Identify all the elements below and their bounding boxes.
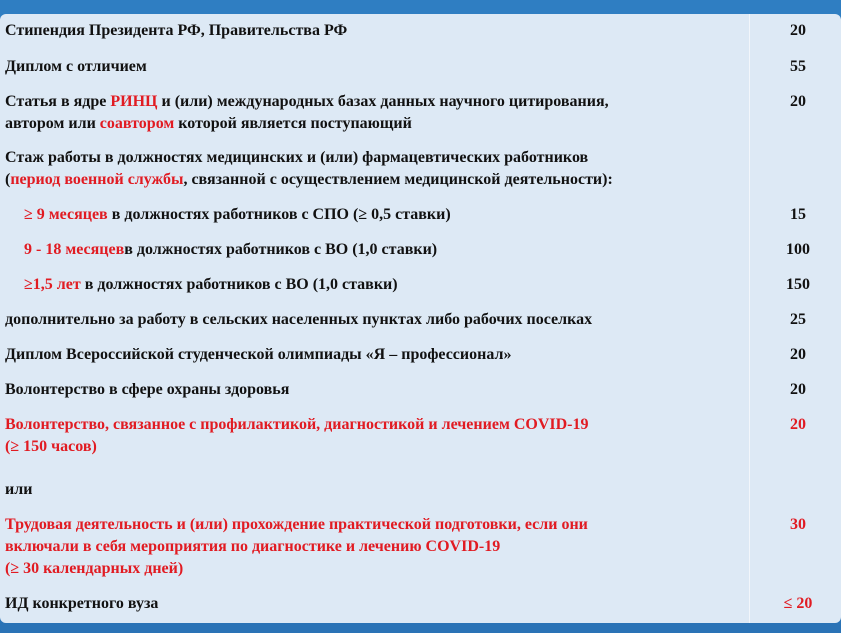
- row-label-9-18-months: [24, 239, 744, 261]
- column-divider: [749, 14, 750, 623]
- row-label-or: или: [5, 481, 33, 498]
- text: автором или: [5, 115, 100, 132]
- row-value-9-months: 15: [790, 206, 806, 223]
- highlight-military-service: период военной службы: [10, 171, 184, 188]
- row-value-covid-work: 30: [790, 516, 806, 533]
- row-label-olympiad: Диплом Всероссийской студенческой олимпиады «Я – профессионал»: [5, 346, 512, 363]
- row-label-rural-bonus: дополнительно за работу в сельских населенных пунктах либо рабочих поселках: [5, 311, 593, 328]
- row-value-covid-volunteering: 20: [790, 416, 806, 433]
- highlight-duration: ≥ 9 месяцев: [24, 206, 108, 223]
- row-value-olympiad: 20: [790, 346, 806, 363]
- row-label-volunteering: Волонтерство в сфере охраны здоровья: [5, 381, 290, 398]
- row-value-rural-bonus: 25: [790, 311, 806, 328]
- text: включали в себя мероприятия по диагностике и лечению COVID-19: [5, 538, 501, 555]
- text: , связанной с осуществлением медицинской деятельности):: [183, 171, 613, 188]
- row-value-volunteering: 20: [790, 381, 806, 398]
- row-label-honors-diploma: Диплом с отличием: [5, 58, 147, 75]
- row-label-university-specific: ИД конкретного вуза: [5, 595, 159, 612]
- row-value-9-18-months: 100: [786, 241, 810, 258]
- text: в должностях работников с ВО (1,0 ставки): [80, 276, 398, 293]
- row-value-1-5-years: 150: [786, 276, 810, 293]
- text: (: [5, 171, 11, 188]
- text: (≥ 30 календарных дней): [5, 560, 184, 577]
- text: в должностях работников с СПО (≥ 0,5 ставки): [107, 206, 451, 223]
- text: Стаж работы в должностях медицинских и (или) фармацевтических работников: [5, 149, 589, 166]
- row-value-article: 20: [790, 93, 806, 110]
- text: Статья в ядре: [5, 93, 111, 110]
- text: в должностях работников с ВО (1,0 ставки): [124, 241, 438, 258]
- highlight-rinc: РИНЦ: [110, 93, 158, 110]
- text: которой является поступающий: [174, 115, 412, 132]
- highlight-coauthor: соавтором: [99, 115, 175, 132]
- highlight-duration: 9 - 18 месяцев: [24, 241, 125, 258]
- row-label-work-experience: [5, 147, 745, 191]
- row-value-university-specific: ≤ 20: [783, 595, 813, 612]
- row-label-covid-volunteering: [5, 414, 745, 458]
- row-value-honors-diploma: 55: [790, 58, 806, 75]
- highlight-duration: ≥1,5 лет: [24, 276, 81, 293]
- row-label-covid-work: [5, 514, 745, 580]
- text: и (или) международных базах данных научного цитирования,: [157, 93, 609, 110]
- row-label-1-5-years: [24, 274, 744, 296]
- row-value-stipend: 20: [790, 22, 806, 39]
- text: (≥ 150 часов): [5, 438, 97, 455]
- row-label-stipend: Стипендия Президента РФ, Правительства РФ: [5, 22, 348, 39]
- row-label-article: [5, 91, 745, 135]
- text: Волонтерство, связанное с профилактикой, диагностикой и лечением COVID-19: [5, 416, 589, 433]
- text: Трудовая деятельность и (или) прохождение практической подготовки, если они: [5, 516, 588, 533]
- row-label-9-months: [24, 204, 744, 226]
